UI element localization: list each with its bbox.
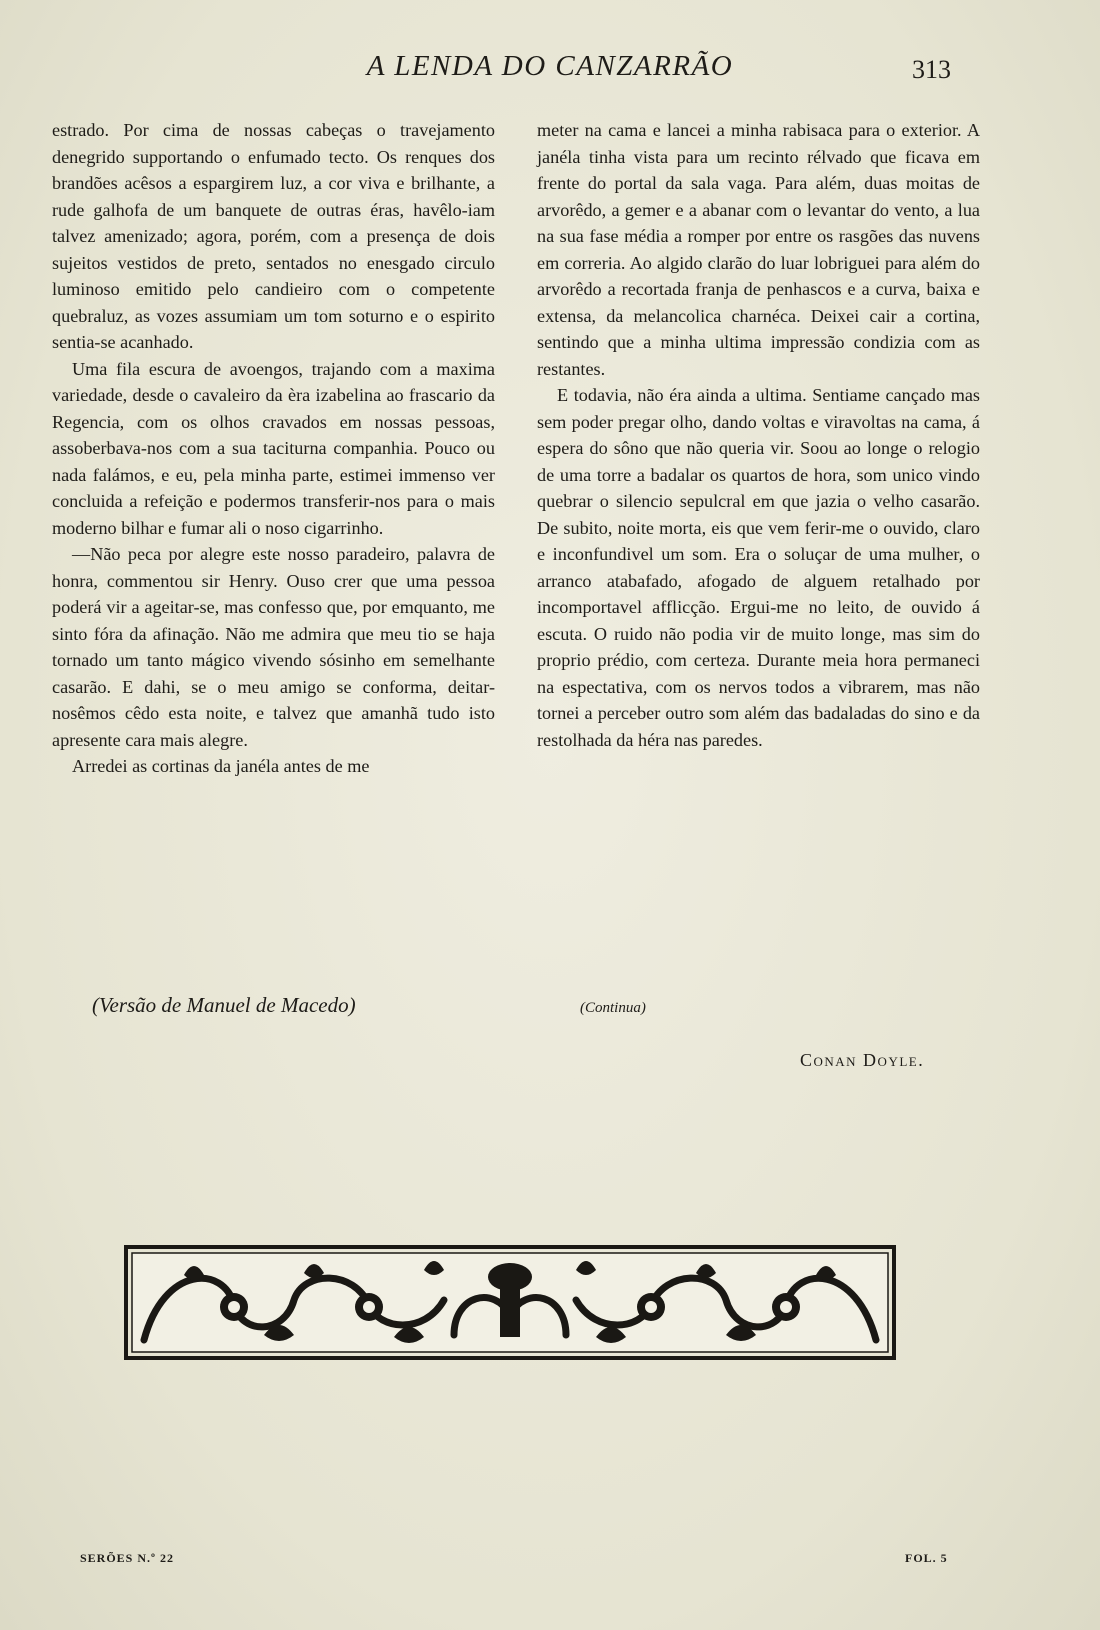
left-paragraph-2: Uma fila escura de avoengos, trajando com a maxima variedade, desde o cavaleiro da èra izabelina ao frascario da Regencia, com os olhos cravados em nossas pessoas, assoberbava-nos com a sua taciturna companhia. Pouco ou nada falámos, e eu, pela minha parte, estimei immenso ver concluida a refeição e podermos transferir-nos para o mais moderno bilhar e fumar ali o noso cigarrinho. [52,358,495,538]
translator-credit: (Versão de Manuel de Macedo) [92,993,356,1017]
page-number: 313 [912,55,951,84]
left-paragraph-3: —Não peca por alegre este nosso paradeiro, palavra de honra, commentou sir Henry. Ouso crer que uma pessoa poderá vir a ageitar-se, mas confesso que, por emquanto, me sinto fóra da afinação. Não me admira que meu tio se haja tornado um tanto mágico vivendo sósinho em semelhante casarão. E dahi, se o meu amigo se conforma, deitar-nosêmos cêdo esta noite, e talvez que amanhã tudo isto apresente cara mais alegre. [52,544,495,750]
author-signature: Conan Doyle. [800,1050,925,1070]
left-paragraph-4: Arredei as cortinas da janéla antes de me [72,756,370,776]
left-paragraph-1: estrado. Por cima de nossas cabeças o travejamento denegrido supportando o enfumado tecto. Os renques dos brandões acêsos a espargirem luz, a cor viva e brilhante, a rude galhofa de um banquete de outras éras, havêlo-iam talvez amenizado; agora, porém, com a presença de dois sujeitos vestidos de preto, sentados no enesgado circulo luminoso emitido pelo candieiro com o competente quebraluz, as vozes assumiam um tom soturno e o espirito sentia-se acanhado. [52,120,495,352]
right-column [537,117,980,753]
left-column [52,117,495,780]
footer-folio: FOL. 5 [905,1551,948,1565]
footer-issue: SERÕES N.º 22 [80,1551,174,1565]
right-paragraph-1: meter na cama e lancei a minha rabisaca para o exterior. A janéla tinha vista para um recinto rélvado que ficava em frente do portal da sala vaga. Para além, duas moitas de arvorêdo, a gemer e a abanar com o levantar do vento, a lua na sua fase média a romper por entre os rasgões das nuvens em correria. Ao algido clarão do luar lobriguei para além do arvorêdo a recortada franja de penhascos e a curva, baixa e extensa, da melancolica charnéca. Deixei cair a cortina, sentindo que a minha ultima impressão condizia com as restantes. [537,120,980,379]
ornamental-border-icon [124,1245,896,1360]
running-title: A LENDA DO CANZARRÃO [366,50,734,82]
right-paragraph-2: E todavia, não éra ainda a ultima. Sentiame cançado mas sem poder pregar olho, dando voltas e viravoltas na cama, á espera do sôno que não queria vir. Soou ao longe o relogio de uma torre a badalar os quartos de hora, som unico vindo quebrar o silencio sepulcral em que jazia o velho casarão. De subito, noite morta, eis que vem ferir-me o ouvido, claro e inconfundivel um som. Era o soluçar de uma mulher, o arranco atabafado, afogado de alguem retalhado por incomportavel afflicção. Ergui-me no leito, de ouvido á escuta. O ruido não podia vir de muito longe, mas sim do proprio prédio, com certeza. Durante meia hora permaneci na espectativa, com os nervos todos a vibrarem, mas não tornei a perceber outro som além das badaladas do sino e da restolhada da héra nas paredes. [537,385,980,750]
continua-note: (Continua) [580,1000,646,1016]
